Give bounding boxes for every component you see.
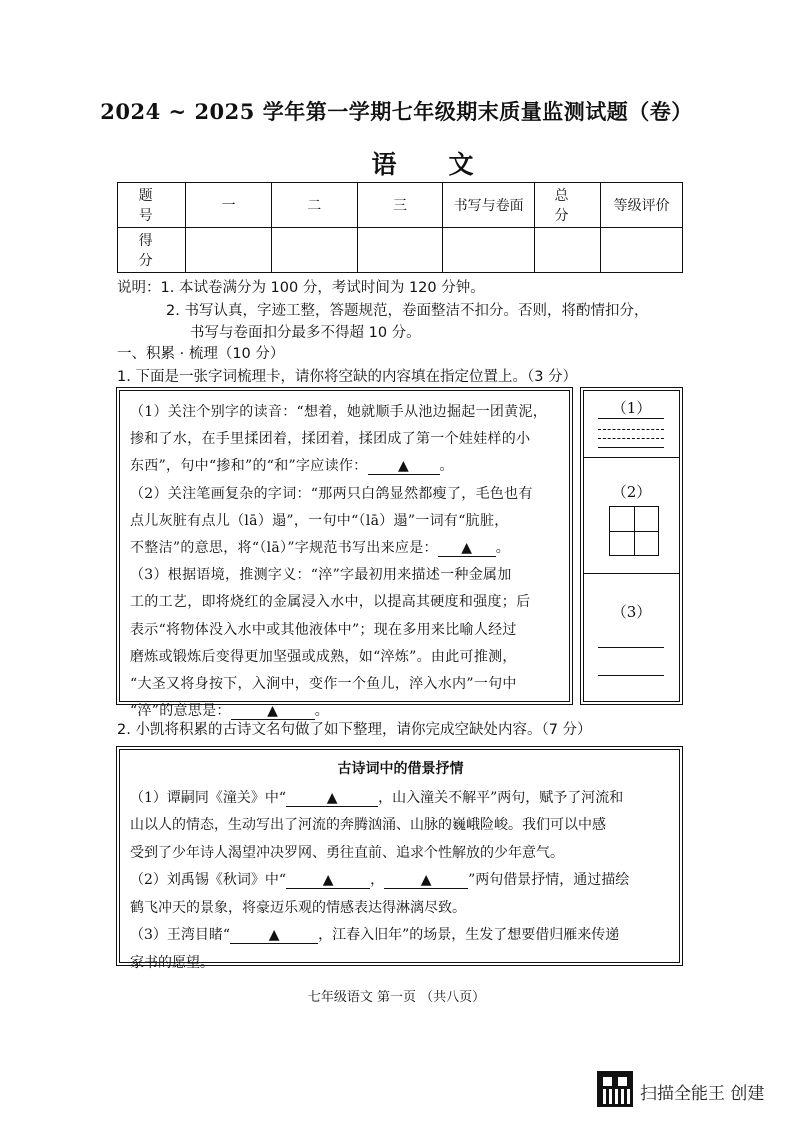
card-text-line: 山以人的情态，生动写出了河流的奔腾汹涌、山脉的巍峨险峻。我们可以中感 bbox=[130, 817, 606, 833]
qr-code-icon bbox=[597, 1071, 633, 1107]
poetry-card-heading: 古诗词中的借景抒情 bbox=[337, 761, 464, 777]
score-row-label: 得 分 bbox=[118, 228, 186, 273]
question-1-stem: 1. 下面是一张字词梳理卡，请你将空缺的内容填在指定位置上。（3 分） bbox=[117, 369, 578, 385]
exam-title: 2024 ~ 2025 学年第一学期七年级期末质量监测试题（卷） bbox=[100, 99, 693, 124]
section-heading-1: 一、积累 · 梳理（10 分） bbox=[117, 346, 285, 362]
header-cell-grade: 等级评价 bbox=[601, 183, 683, 228]
score-table bbox=[117, 182, 683, 273]
header-cell-total: 总 分 bbox=[534, 183, 600, 228]
card-text-line: （3）根据语境，推测字义：“淬”字最初用来描述一种金属加 bbox=[130, 567, 512, 584]
vocabulary-card bbox=[116, 387, 573, 720]
score-cell[interactable] bbox=[186, 228, 272, 273]
answer-line-3b[interactable] bbox=[598, 675, 664, 676]
header-cell-writing: 书写与卷面 bbox=[443, 183, 535, 228]
score-cell[interactable] bbox=[534, 228, 600, 273]
score-table-header-row bbox=[118, 183, 683, 228]
score-cell[interactable] bbox=[271, 228, 357, 273]
side-label-3: （3） bbox=[611, 603, 652, 621]
card-text-line: 掺和了水，在手里揉团着，揉团着，揉团成了第一个娃娃样的小 bbox=[130, 431, 531, 448]
instructions-line-2: 2. 书写认真，字迹工整，答题规范，卷面整洁不扣分。否则，将酌情扣分， bbox=[166, 303, 649, 319]
answer-blank-3[interactable]: ▲ bbox=[231, 703, 315, 720]
header-cell-part1: 一 bbox=[186, 183, 272, 228]
answer-blank-2[interactable]: ▲ bbox=[438, 540, 496, 557]
scanner-watermark: 扫描全能王 创建 bbox=[640, 1084, 765, 1104]
poetry-card bbox=[116, 746, 683, 971]
card-text-line: 不整洁”的意思，将“（lā）”字规范书写出来应是： ▲ 。 bbox=[130, 540, 511, 557]
answer-blank-poem-2[interactable]: ▲ bbox=[286, 872, 370, 889]
instructions-line-3: 书写与卷面扣分最多不得超 10 分。 bbox=[190, 325, 421, 341]
card-text-line: “淬”的意思是： ▲ 。 bbox=[130, 703, 330, 720]
card-text-line: “大圣又将身按下，入涧中，变作一个鱼儿，淬入水内”一句中 bbox=[130, 676, 517, 693]
score-cell[interactable] bbox=[443, 228, 535, 273]
card-text-line: （2）关注笔画复杂的字词：“那两只白鸽显然都瘦了，毛色也有 bbox=[130, 485, 533, 502]
card-text-line: 东西”，句中“掺和”的“和”字应读作： ▲ 。 bbox=[130, 458, 454, 475]
card-text-line: （1）谭嗣同《潼关》中“ ▲ ，山入潼关不解平”两句，赋予了河流和 bbox=[130, 789, 624, 806]
card-text-line: （3）王湾目睹“ ▲ ，江春入旧年”的场景，生发了想要借归雁来传递 bbox=[130, 927, 620, 943]
card-text-line: 点儿灰脏有点儿（lā）遢”，一句中“（lā）遢”一词有“肮脏， bbox=[130, 512, 509, 529]
side-divider bbox=[584, 457, 679, 458]
instructions-line-1: 说明：1. 本试卷满分为 100 分，考试时间为 120 分钟。 bbox=[117, 280, 485, 296]
card-text-line: 鹤飞冲天的景象，将豪迈乐观的情感表达得淋漓尽致。 bbox=[130, 899, 466, 916]
side-label-2: （2） bbox=[611, 483, 652, 501]
question-2-stem: 2. 小凯将积累的古诗文名句做了如下整理，请你完成空缺处内容。（7 分） bbox=[117, 722, 592, 738]
writing-grid[interactable] bbox=[609, 506, 659, 556]
header-cell-part3: 三 bbox=[357, 183, 443, 228]
side-divider bbox=[584, 573, 679, 574]
answer-blank-poem-1[interactable]: ▲ bbox=[286, 790, 378, 807]
answer-blank-poem-3[interactable]: ▲ bbox=[384, 872, 468, 889]
instructions-prefix: 说明： bbox=[117, 280, 161, 296]
answer-blank-poem-4[interactable]: ▲ bbox=[230, 927, 318, 944]
pinyin-guide-line bbox=[598, 429, 664, 430]
answer-line-1[interactable] bbox=[598, 418, 664, 419]
pinyin-guide-line bbox=[598, 447, 664, 448]
subject-title: 语文 bbox=[371, 150, 526, 179]
score-table-score-row bbox=[118, 228, 683, 273]
pinyin-guide-line bbox=[598, 438, 664, 439]
answer-side-panel bbox=[580, 387, 683, 705]
page-footer: 七年级语文 第一页 （共八页） bbox=[307, 990, 486, 1005]
score-cell[interactable] bbox=[601, 228, 683, 273]
header-cell-part2: 二 bbox=[271, 183, 357, 228]
answer-line-3[interactable] bbox=[598, 647, 664, 648]
card-text-line: （2）刘禹锡《秋词》中“ ▲ ， ▲ ”两句借景抒情，通过描绘 bbox=[130, 872, 630, 888]
card-text-line: 表示“将物体没入水中或其他液体中”；现在多用来比喻人经过 bbox=[130, 621, 517, 638]
header-cell-number: 题 号 bbox=[118, 183, 186, 228]
score-cell[interactable] bbox=[357, 228, 443, 273]
card-text-line: 家书的愿望。 bbox=[130, 954, 214, 971]
side-label-1: （1） bbox=[611, 399, 652, 417]
card-text-line: （1）关注个别字的读音：“想着，她就顺手从池边掘起一团黄泥， bbox=[130, 404, 548, 420]
card-text-line: 工的工艺，即将烧红的金属浸入水中，以提高其硬度和强度；后 bbox=[130, 594, 531, 611]
card-text-line: 受到了少年诗人渴望冲决罗网、勇往直前、追求个性解放的少年意气。 bbox=[130, 844, 564, 861]
answer-blank-1[interactable]: ▲ bbox=[368, 458, 440, 475]
card-text-line: 磨炼或锻炼后变得更加坚强或成熟，如“淬炼”。由此可推测， bbox=[130, 648, 517, 665]
